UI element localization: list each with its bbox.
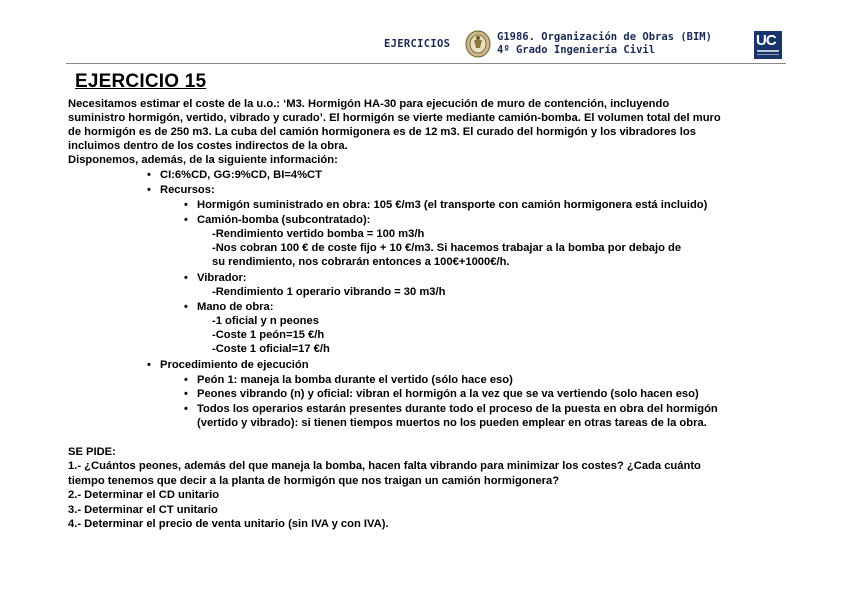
procedimiento-label: Procedimiento de ejecución: [160, 359, 309, 371]
page-header: [0, 30, 848, 62]
uc-logo: [754, 31, 782, 59]
info-ci: CI:6%CD, GG:9%CD, BI=4%CT: [160, 169, 322, 181]
proc-item: Todos los operarios estarán presentes durante todo el proceso de la puesta en obra del hormigón: [197, 403, 718, 415]
logo-stripe: [757, 54, 779, 55]
questions-label: SE PIDE:: [68, 446, 116, 458]
question-1: tiempo tenemos que decir a la planta de hormigón que nos traigan un camión hormigonera?: [68, 475, 560, 487]
mano-item: -Coste 1 peón=15 €/h: [212, 329, 325, 341]
mano-item: -Coste 1 oficial=17 €/h: [212, 343, 330, 355]
recursos-label: Recursos:: [160, 184, 215, 196]
bullet: •: [184, 272, 188, 284]
question-1: 1.- ¿Cuántos peones, además del que maneja la bomba, hacen falta vibrando para minimizar los costes? ¿Cada cuánto: [68, 460, 701, 472]
intro-line: Disponemos, además, de la siguiente información:: [68, 154, 338, 166]
logo-stripe: [757, 50, 779, 52]
bullet: •: [184, 214, 188, 226]
course-title: G1986. Organización de Obras (BIM): [497, 31, 712, 43]
bullet: •: [147, 359, 151, 371]
proc-item: Peón 1: maneja la bomba durante el vertido (sólo hace eso): [197, 374, 513, 386]
camion-label: Camión-bomba (subcontratado):: [197, 214, 371, 226]
university-seal-icon: [465, 30, 491, 58]
exercise-title: EJERCICIO 15: [75, 71, 207, 92]
bullet: •: [147, 184, 151, 196]
question-3: 3.- Determinar el CT unitario: [68, 504, 218, 516]
mano-item: -1 oficial y n peones: [212, 315, 319, 327]
section-label: EJERCICIOS: [384, 38, 451, 50]
camion-rendimiento: -Rendimiento vertido bomba = 100 m3/h: [212, 228, 425, 240]
bullet: •: [147, 169, 151, 181]
bullet: •: [184, 388, 188, 400]
question-4: 4.- Determinar el precio de venta unitario (sin IVA y con IVA).: [68, 518, 389, 530]
intro-line: suministro hormigón, vertido, vibrado y curado’. El hormigón se vierte mediante camión-bomba. El volumen total del muro: [68, 112, 721, 124]
camion-coste: su rendimiento, nos cobrarán entonces a 100€+1000€/h.: [212, 256, 510, 268]
vibrador-label: Vibrador:: [197, 272, 247, 284]
vibrador-rendimiento: -Rendimiento 1 operario vibrando = 30 m3/h: [212, 286, 446, 298]
bullet: •: [184, 374, 188, 386]
bullet: •: [184, 301, 188, 313]
bullet: •: [184, 199, 188, 211]
proc-item: (vertido y vibrado): si tienen tiempos muertos no los pueden emplear en otras tareas de la obra.: [197, 417, 707, 429]
camion-coste: -Nos cobran 100 € de coste fijo + 10 €/m3. Si hacemos trabajar a la bomba por debajo de: [212, 242, 682, 254]
intro-line: Necesitamos estimar el coste de la u.o.: ‘M3. Hormigón HA-30 para ejecución de muro de contención, incluyendo: [68, 98, 670, 110]
course-degree: 4º Grado Ingeniería Civil: [497, 44, 656, 56]
header-divider: [66, 63, 786, 64]
question-2: 2.- Determinar el CD unitario: [68, 489, 220, 501]
uc-logo-text: UC: [756, 32, 776, 49]
mano-label: Mano de obra:: [197, 301, 274, 313]
bullet: •: [184, 403, 188, 415]
proc-item: Peones vibrando (n) y oficial: vibran el hormigón a la vez que se va vertiendo (solo hacen eso): [197, 388, 699, 400]
intro-line: de hormigón es de 250 m3. La cuba del camión hormigonera es de 12 m3. El curado del hormigón y los vibradores los: [68, 126, 696, 138]
intro-line: incluimos dentro de los costes indirectos de la obra.: [68, 140, 348, 152]
hormigon-item: Hormigón suministrado en obra: 105 €/m3 (el transporte con camión hormigonera está incluido): [197, 199, 708, 211]
